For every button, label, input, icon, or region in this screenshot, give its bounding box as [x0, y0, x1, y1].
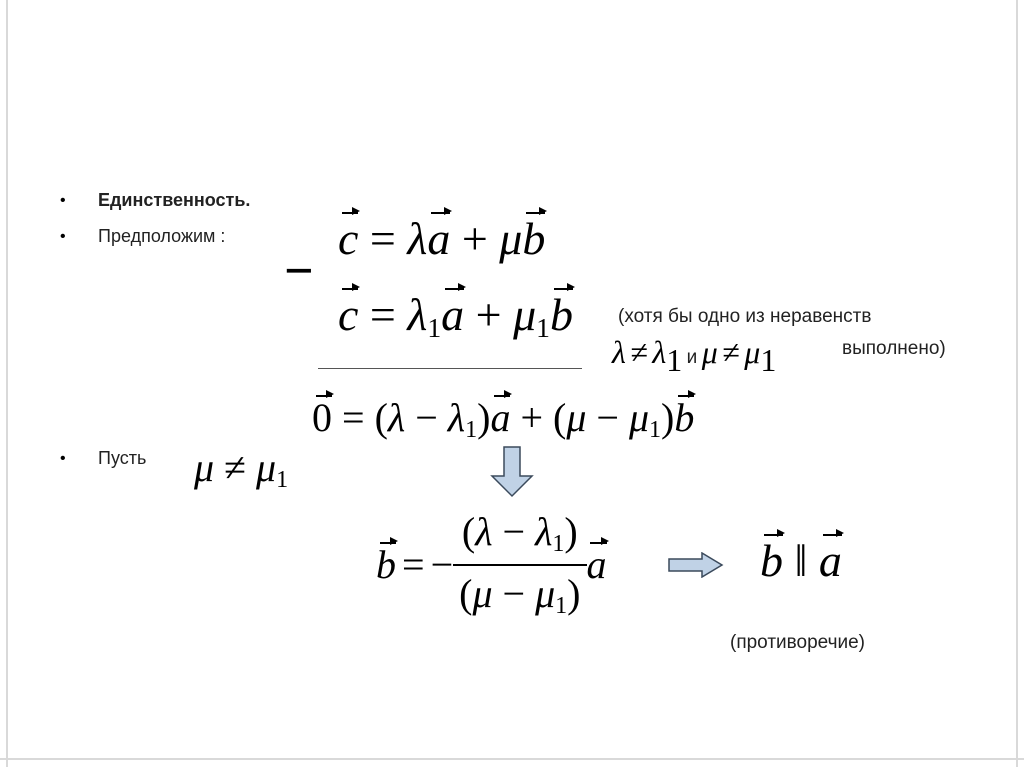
lambda-symbol: λ — [535, 509, 553, 554]
plus-sign: + — [461, 213, 488, 264]
vector-b: b — [549, 289, 573, 340]
equals-sign: = — [369, 213, 396, 264]
lambda-symbol: λ — [407, 213, 428, 264]
mu-symbol: μ — [513, 289, 537, 340]
bullet-marker-3: • — [60, 450, 66, 467]
subscript-1: 1 — [276, 467, 289, 493]
subtraction-rule — [318, 368, 582, 369]
right-arrow-shape — [669, 553, 722, 577]
lambda-symbol: λ — [387, 395, 406, 440]
subscript-1: 1 — [465, 417, 478, 443]
minus-sign: − — [430, 542, 454, 587]
subscript-1: 1 — [760, 342, 777, 378]
condition-note-end: выполнено) — [842, 338, 946, 359]
neq-sign: ≠ — [630, 334, 648, 370]
vector-b: b — [674, 395, 695, 440]
vector-a: a — [586, 542, 607, 587]
equals-sign: = — [402, 542, 425, 587]
mu-symbol: μ — [566, 395, 587, 440]
fraction-numerator: $(\lambda - \lambda_1)$ — [461, 509, 578, 557]
vector-zero: 0 — [312, 395, 332, 440]
plus-sign: + — [520, 395, 543, 440]
right-arrow-icon — [668, 552, 724, 578]
equals-sign: = — [342, 395, 365, 440]
mu-symbol: μ — [256, 445, 277, 490]
vector-c: c — [338, 289, 359, 340]
minus-sign: − — [415, 395, 438, 440]
vector-a: a — [427, 213, 451, 264]
lambda-symbol: λ — [407, 289, 428, 340]
minus-sign: − — [502, 571, 526, 616]
subscript-1: 1 — [427, 311, 442, 343]
contradiction-note: (противоречие) — [730, 632, 866, 653]
subscript-1: 1 — [555, 593, 568, 619]
fraction-bar — [453, 564, 586, 566]
frame-left-line — [6, 0, 8, 767]
vector-a: a — [490, 395, 511, 440]
parallel-conclusion — [760, 535, 842, 586]
subscript-1: 1 — [666, 342, 683, 378]
equation-4 — [376, 509, 607, 619]
mu-symbol: μ — [744, 334, 761, 370]
vector-b: b — [376, 542, 396, 587]
frame-bottom-line — [0, 758, 1024, 760]
neq-sign: ≠ — [722, 334, 740, 370]
bullet-suppose: Предположим : — [98, 226, 226, 246]
lambda-symbol: λ — [612, 334, 626, 370]
bullet-let: Пусть — [98, 448, 147, 468]
fraction-denominator: $(\mu - \mu_1)$ — [459, 571, 581, 619]
lambda-symbol: λ — [652, 334, 667, 370]
mu-symbol: μ — [535, 571, 556, 616]
equation-3: $0 = (\lambda - \lambda_1)a + (\mu - \mu_1)b$ — [312, 395, 695, 443]
subscript-1: 1 — [649, 417, 662, 443]
condition-inequalities — [612, 334, 776, 379]
subtraction-sign: − — [284, 243, 314, 300]
condition-and: и — [686, 347, 698, 368]
vector-a: a — [818, 535, 842, 586]
condition-note-start: (хотя бы одно из неравенств — [618, 306, 872, 327]
subscript-1: 1 — [552, 531, 565, 557]
down-arrow-icon — [490, 446, 534, 498]
neq-sign: ≠ — [224, 445, 247, 490]
down-arrow-shape — [492, 447, 532, 496]
vector-a: a — [441, 289, 465, 340]
minus-sign: − — [502, 509, 526, 554]
bullet-uniqueness: Единственность. — [98, 190, 251, 210]
equals-sign: = — [369, 289, 396, 340]
bullet-marker-1: • — [60, 192, 66, 209]
parallel-sign: ‖ — [794, 535, 808, 586]
fraction — [453, 509, 586, 619]
mu-symbol: μ — [628, 395, 650, 440]
minus-sign: − — [596, 395, 619, 440]
mu-symbol: μ — [472, 571, 493, 616]
vector-b: b — [760, 535, 783, 586]
vector-c: c — [338, 213, 359, 264]
assumption-inequality — [194, 445, 289, 493]
subscript-1: 1 — [536, 311, 550, 343]
equation-2 — [338, 289, 573, 343]
frame-right-line — [1016, 0, 1018, 767]
mu-symbol: μ — [701, 334, 718, 370]
bullet-marker-2: • — [60, 228, 66, 245]
lambda-symbol: λ — [475, 509, 493, 554]
mu-symbol: μ — [194, 445, 215, 490]
plus-sign: + — [475, 289, 502, 340]
lambda-symbol: λ — [447, 395, 466, 440]
mu-symbol: μ — [499, 213, 523, 264]
vector-b: b — [522, 213, 546, 264]
equation-1 — [338, 213, 546, 264]
